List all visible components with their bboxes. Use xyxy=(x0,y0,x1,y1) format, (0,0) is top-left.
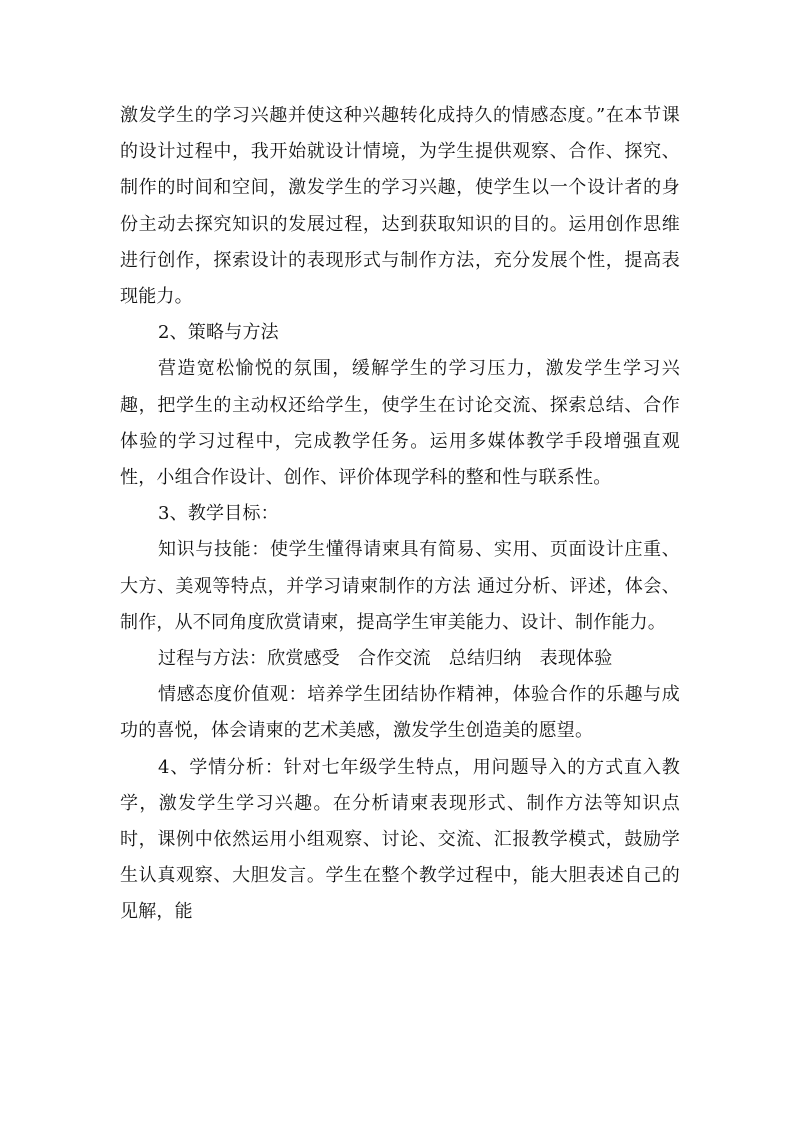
paragraph-intro-continued: 激发学生的学习兴趣并使这种兴趣转化成持久的情感态度。”在本节课的设计过程中，我开始就设计情境，为学生提供观察、合作、探究、制作的时间和空间，激发学生的学习兴趣，使学生以一个设计者的身份主动去探究知识的发展过程，达到获取知识的目的。运用创作思维进行创作，探索设计的表现形式与制作方法，充分发展个性，提高表现能力。 xyxy=(120,105,680,308)
paragraph-emotion-values: 情感态度价值观：培养学生团结协作精神，体验合作的乐趣与成功的喜悦，体会请柬的艺术美感，激发学生创造美的愿望。 xyxy=(120,684,680,742)
paragraph-process-method xyxy=(120,641,680,677)
process-method-item: 总结归纳 xyxy=(448,648,522,670)
paragraph-learner-analysis: 4、学情分析：针对七年级学生特点，用问题导入的方式直入教学，激发学生学习兴趣。在分析请柬表现形式、制作方法等知识点时，课例中依然运用小组观察、讨论、交流、汇报教学模式，鼓励学生认真观察、大胆发言。学生在整个教学过程中，能大胆表述自己的见解，能 xyxy=(120,756,680,923)
process-method-item: 合作交流 xyxy=(358,648,431,670)
paragraph-knowledge-skills: 知识与技能：使学生懂得请柬具有简易、实用、页面设计庄重、大方、美观等特点，并学习请柬制作的方法 通过分析、评述，体会、制作，从不同角度欣赏请柬，提高学生审美能力、设计、制作能力。 xyxy=(120,539,680,633)
heading-strategy-method: 2、策略与方法 xyxy=(158,322,279,344)
heading-teaching-goals: 3、教学目标： xyxy=(158,503,279,525)
process-method-label: 过程与方法： xyxy=(158,648,268,670)
paragraph-strategy: 营造宽松愉悦的氛围，缓解学生的学习压力，激发学生学习兴趣，把学生的主动权还给学生，使学生在讨论交流、探索总结、合作体验的学习过程中，完成教学任务。运用多媒体教学手段增强直观性，小组合作设计、创作、评价体现学科的整和性与联系性。 xyxy=(120,358,680,489)
document-body xyxy=(120,98,680,931)
process-method-item: 欣赏感受 xyxy=(267,648,341,670)
process-method-item: 表现体验 xyxy=(539,648,613,670)
